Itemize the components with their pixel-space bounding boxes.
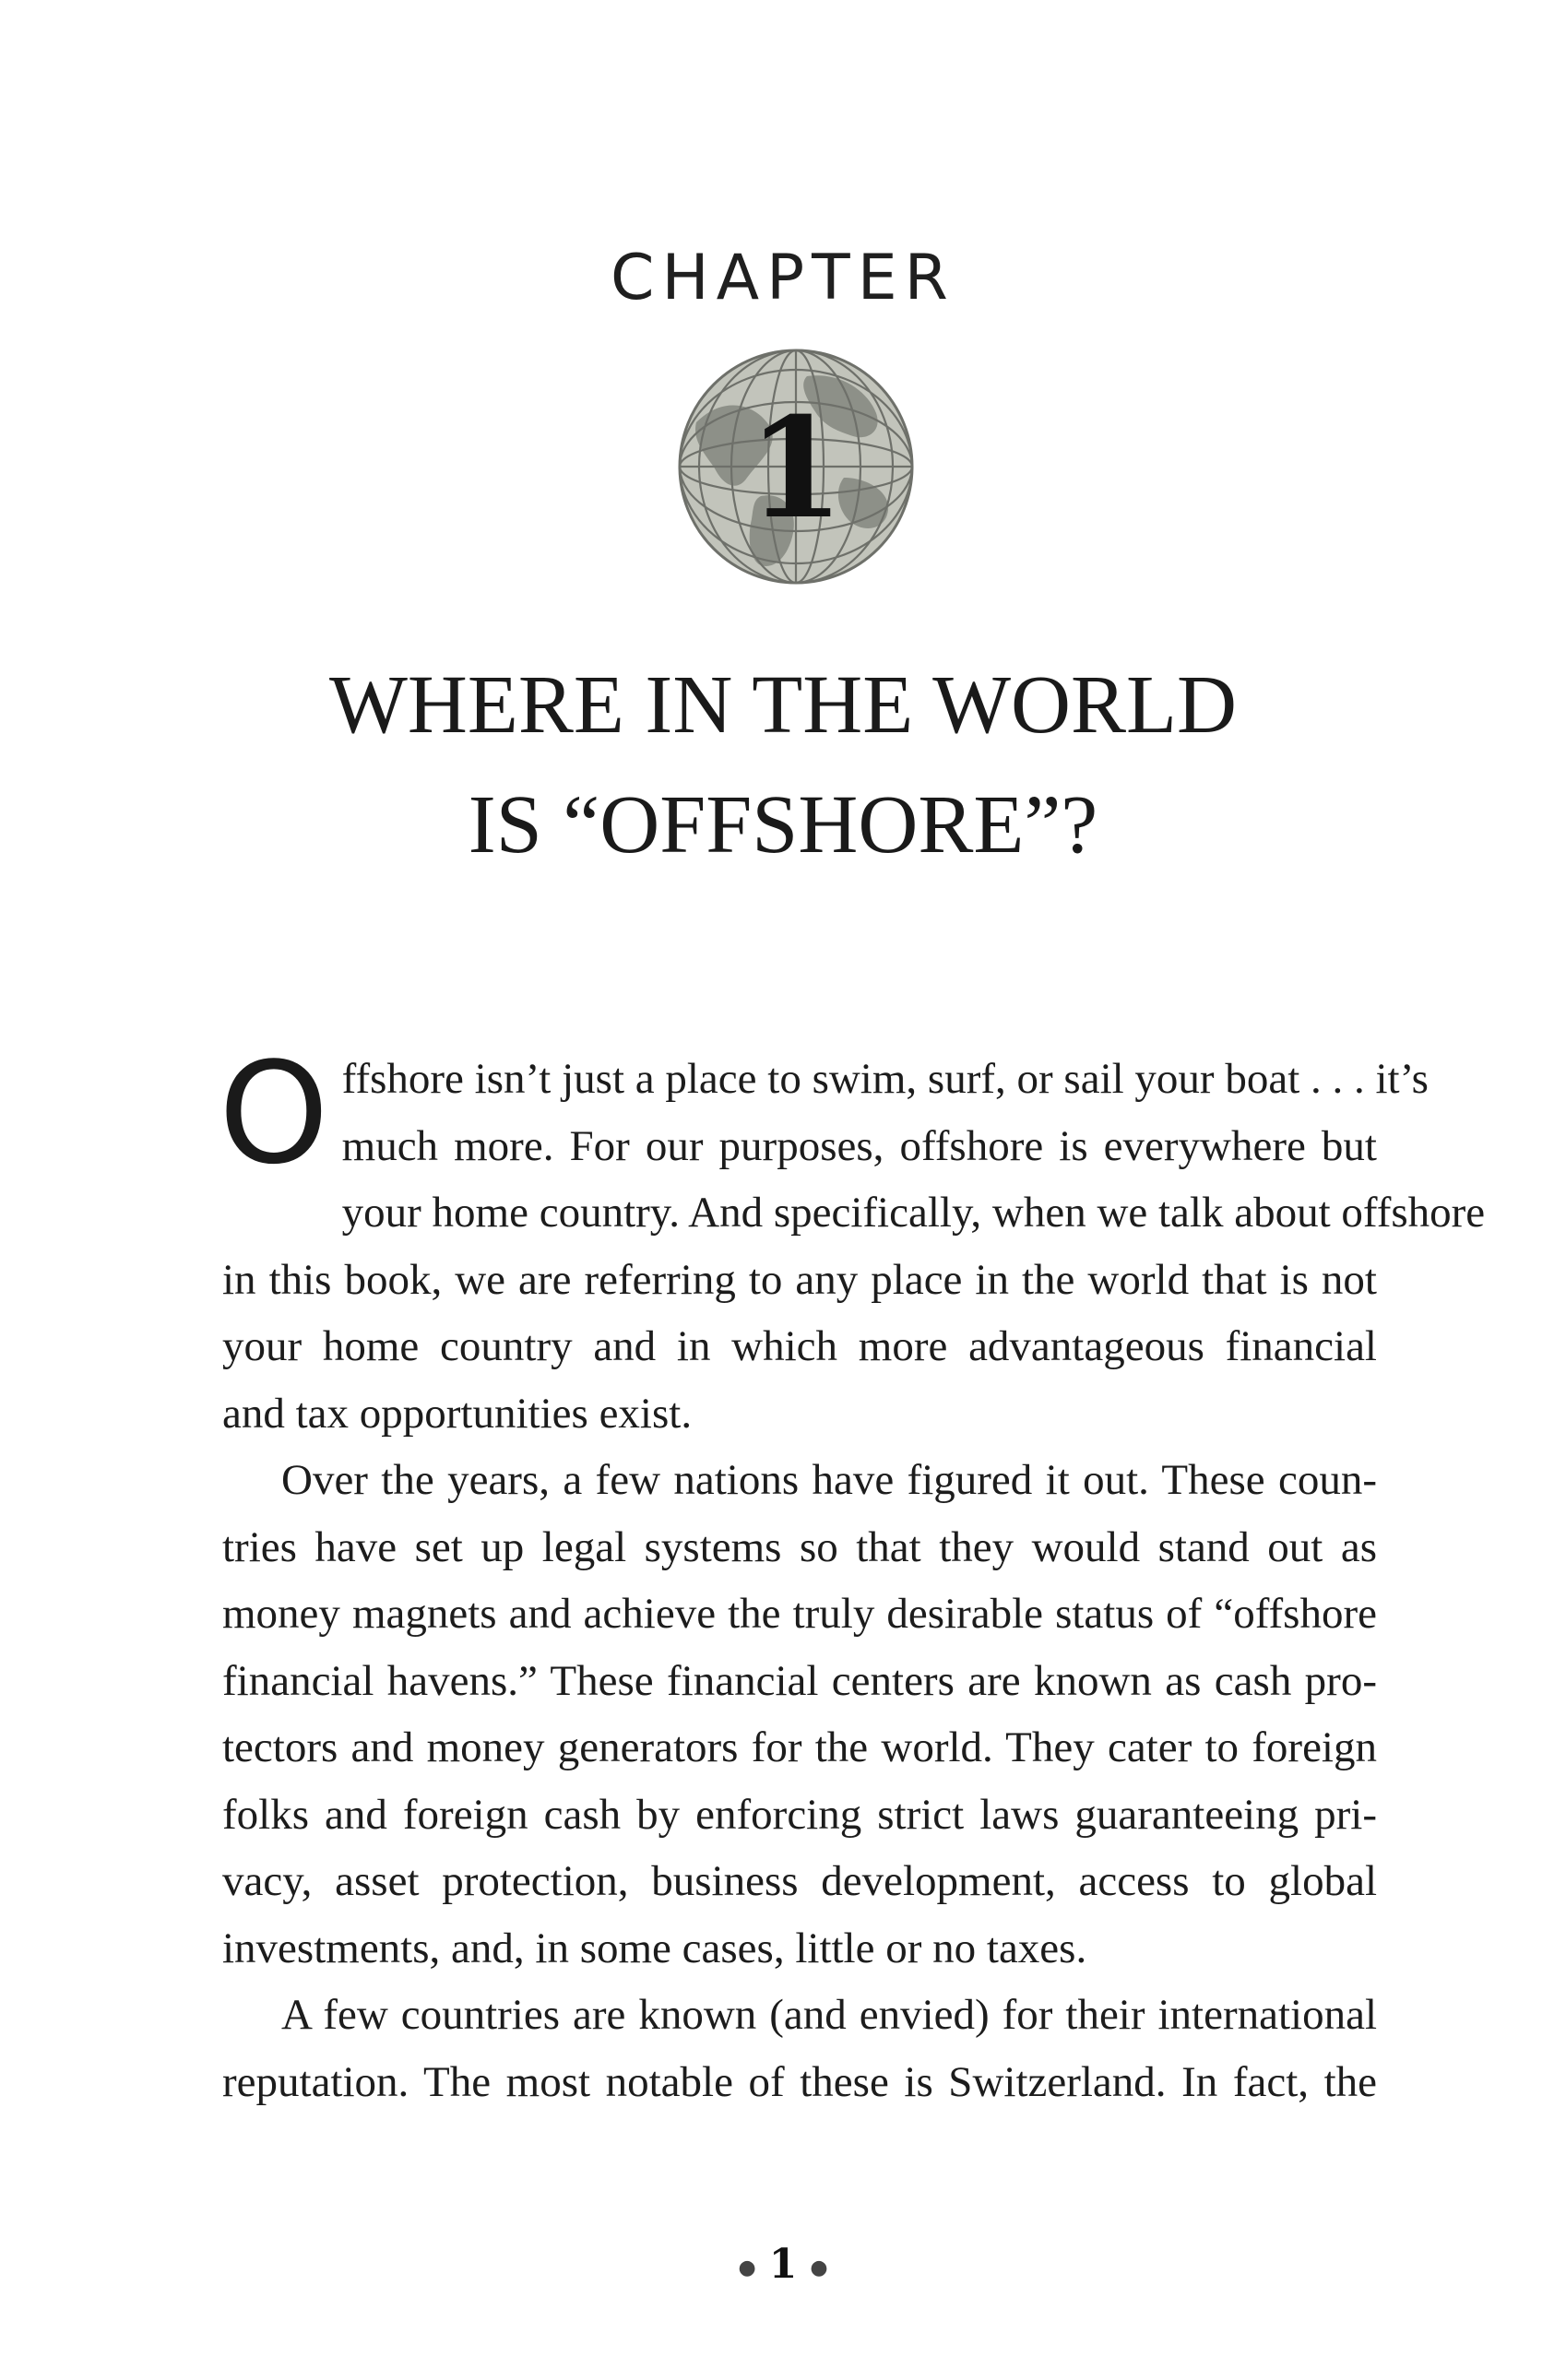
page-number-value: 1 [768, 2241, 798, 2288]
chapter-number: 1 [747, 387, 845, 550]
drop-cap: O [219, 1032, 329, 1195]
folio-ornament-left: ● [738, 2255, 756, 2279]
paragraph-3 [222, 1982, 1377, 2115]
page-number [0, 2241, 1566, 2288]
chapter-title-line-2: IS “OFFSHORE”? [468, 779, 1098, 870]
paragraph-1 [219, 1032, 1486, 1447]
text-line: vacy, asset protection, business development, access to global [222, 1857, 1377, 1905]
paragraph-2 [222, 1447, 1377, 1982]
text-line: folks and foreign cash by enforcing strict laws guaranteeing pri- [222, 1790, 1377, 1839]
chapter-title-line-1: WHERE IN THE WORLD [328, 659, 1238, 751]
text-line: much more. For our purposes, offshore is everywhere but [341, 1121, 1377, 1170]
text-line: and tax opportunities exist. [222, 1389, 693, 1438]
body-text [219, 1032, 1486, 2115]
chapter-title [0, 645, 1566, 885]
text-line: reputation. The most notable of these is Switzerland. In fact, the [222, 2057, 1377, 2106]
text-line: money magnets and achieve the truly desirable status of “offshore [222, 1590, 1377, 1638]
text-line: your home country. And specifically, when we talk about offshore [341, 1189, 1486, 1237]
chapter-emblem [669, 339, 923, 594]
text-line: A few countries are known (and envied) for their international [281, 1991, 1377, 2039]
text-line: tries have set up legal systems so that they would stand out as [222, 1522, 1377, 1571]
text-line: ffshore isn’t just a place to swim, surf, or sail your boat . . . it’s [341, 1055, 1429, 1103]
text-line: tectors and money generators for the world. They cater to foreign [222, 1723, 1377, 1771]
text-line: in this book, we are referring to any place in the world that is not [222, 1255, 1377, 1304]
folio-ornament-right: ● [810, 2255, 828, 2279]
text-line: financial havens.” These financial centers are known as cash pro- [222, 1656, 1377, 1705]
globe-icon [669, 339, 923, 594]
text-line: investments, and, in some cases, little or no taxes. [222, 1924, 1087, 1972]
chapter-label: CHAPTER [611, 242, 955, 314]
text-line: your home country and in which more advantageous financial [222, 1322, 1377, 1370]
text-line: Over the years, a few nations have figured it out. These coun- [281, 1456, 1377, 1504]
